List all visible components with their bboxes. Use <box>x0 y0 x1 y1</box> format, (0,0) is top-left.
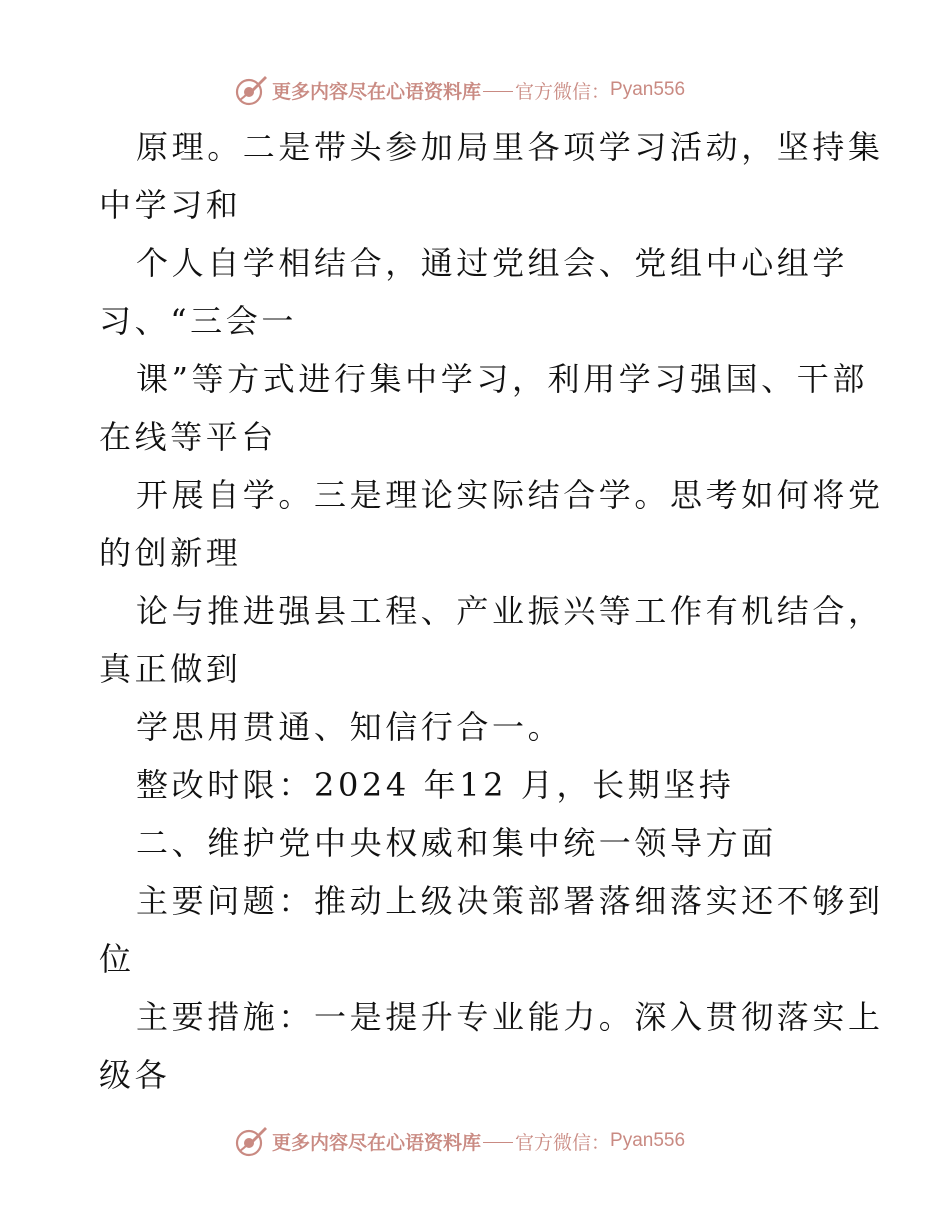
text-line: 整改时限：2024 年12 月，长期坚持 <box>136 766 735 804</box>
header-watermark-banner <box>234 70 685 110</box>
text-line: 的创新理 <box>99 534 242 572</box>
footer-banner-subtitle: 官方微信： <box>515 1131 611 1154</box>
header-banner-title: 更多内容尽在心语资料库 <box>272 80 482 103</box>
text-line: 在线等平台 <box>99 418 278 456</box>
text-line: 二、维护党中央权威和集中统一领导方面 <box>136 824 777 862</box>
header-banner-wechat-id: Pyan556 <box>610 79 686 100</box>
footer-watermark-banner <box>234 1121 685 1161</box>
text-line: 主要措施：一是提升专业能力。深入贯彻落实上 <box>136 998 884 1036</box>
header-banner-subtitle: 官方微信： <box>515 80 611 103</box>
footer-banner-title: 更多内容尽在心语资料库 <box>272 1131 482 1154</box>
text-line: 课”等方式进行集中学习，利用学习强国、干部 <box>136 360 868 398</box>
footer-banner-wechat-id: Pyan556 <box>610 1130 686 1151</box>
text-line: 开展自学。三是理论实际结合学。思考如何将党 <box>136 476 884 514</box>
text-line: 位 <box>99 940 135 978</box>
text-line: 个人自学相结合，通过党组会、党组中心组学 <box>136 244 849 282</box>
text-line: 论与推进强县工程、产业振兴等工作有机结合， <box>136 592 884 630</box>
text-line: 中学习和 <box>99 186 242 224</box>
header-banner-dash <box>483 91 513 92</box>
document-body <box>99 118 884 1104</box>
text-line: 习、“三会一 <box>99 302 297 340</box>
pen-logo-icon <box>234 1124 268 1158</box>
text-line: 学思用贯通、知信行合一。 <box>136 708 564 746</box>
text-line: 原理。二是带头参加局里各项学习活动，坚持集 <box>136 128 884 166</box>
pen-logo-icon <box>234 73 268 107</box>
text-line: 级各 <box>99 1056 171 1094</box>
text-line: 主要问题：推动上级决策部署落细落实还不够到 <box>136 882 884 920</box>
text-line: 真正做到 <box>99 650 242 688</box>
footer-banner-dash <box>483 1142 513 1143</box>
